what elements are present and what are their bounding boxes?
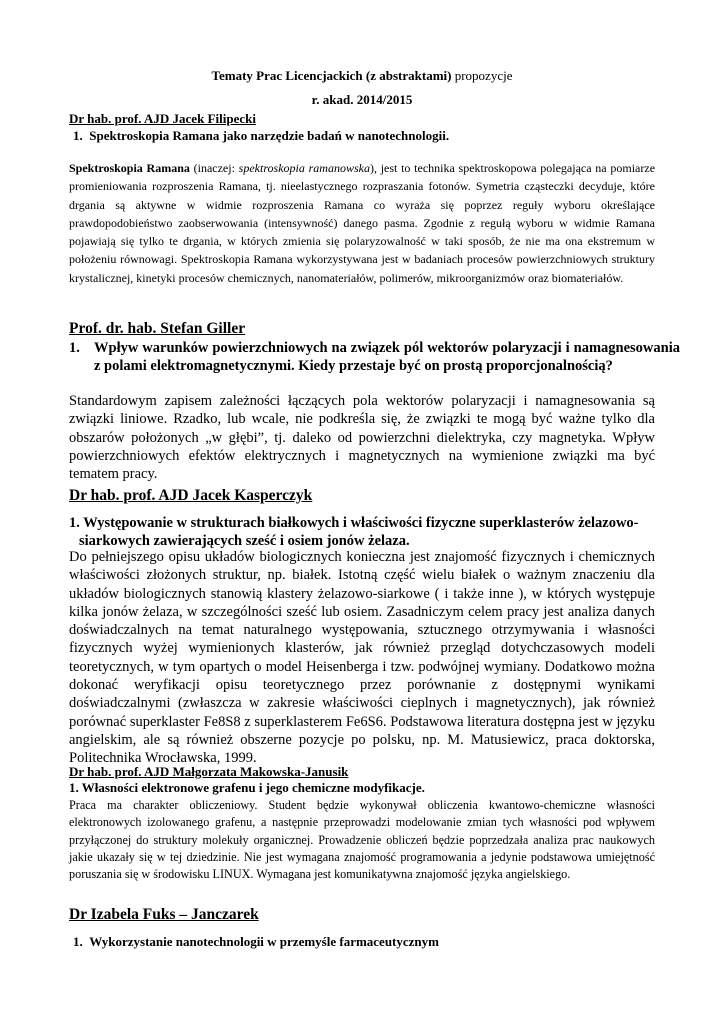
document-title	[0, 68, 724, 84]
topic-abstract: Praca ma charakter obliczeniowy. Student będzie wykonywał obliczenia kwantowo-chemiczne własności elektronowych izolowanego grafenu, a następnie przeprowadzi modelowanie zmian tych własności pod wpływem przyłączonej do struktury molekuły organicznej. Prowadzenie obliczeń będzie poprzedzała analiza prac naukowych jakie ukazały się w tej dziedzinie. Nie jest wymagana znajomość programowania a jedynie podstawowa umiejętność poruszania się w środowisku LINUX. Wymagana jest komunikatywna znajomość języka angielskiego.	[69, 798, 655, 882]
title-normal: propozycje	[454, 68, 513, 83]
topic-title	[73, 934, 659, 950]
topic-text: Własności elektronowe grafenu i jego chemiczne modyfikacje.	[81, 780, 425, 795]
supervisor-heading: Dr hab. prof. AJD Jacek Filipecki	[69, 111, 256, 126]
topic-title	[73, 128, 659, 144]
topic-number: 1.	[69, 515, 80, 531]
topic-abstract: Do pełniejszego opisu układów biologicznych konieczna jest znajomość fizycznych i chemicznych właściwości złożonych struktur, np. białek. Istotną część wielu białek o ważnym znaczeniu dla układów biologicznych stanowią klastery żelazowo-siarkowe ( i także inne ), w których występuje kilka jonów żelaza, w szczególności sześć lub osiem. Zasadniczym celem pracy jest analiza danych doświadczalnych na temat naturalnego występowania, sztucznego otrzymywania i własności fizycznych wyżej wymienionych klasterów, jak również przegląd dotychczasowych modeli teoretycznych, w tym opartych o model Heisenberga i tzw. podwójnej wymiany. Dodatkowo można dokonać weryfikacji opisu teoretycznego przez porównanie z dostępnymi wynikami doświadczalnymi (zwłaszcza w zakresie właściwości cieplnych i magnetycznych), jak również porównać superklaster Fe8S8 z superklasterem Fe6S6. Podstawowa literatura dostępna jest w języku angielskim, ale są również obszerne pozycje po polsku, np. M. Matusiewicz, praca doktorska, Politechnika Wrocławska, 1999.	[69, 549, 655, 767]
topic-abstract: Spektroskopia Ramana (inaczej: spektroskopia ramanowska), jest to technika spektroskopowa polegająca na pomiarze promieniowania rozproszenia Ramana, tj. nieelastycznego rozpraszania fotonów. Symetria cząsteczki decyduje, które drgania są aktywne w widmie rozproszenia Ramana co wyraża się poprzez reguły wyboru określające prawdopodobieństwo zaobserwowania (intensywność) danego pasma. Zgodnie z regułą wyboru w widmie Ramana pojawiają się tylko te drgania, w których zmienia się polaryzowalność w taki sposób, że nie ma ona ekstremum w położeniu równowagi. Spektroskopia Ramana wykorzystywana jest w badaniach procesów powierzchniowych struktury krystalicznej, kinetyki procesów chemicznych, nanomateriałów, polimerów, mikroorganizmów oraz biomateriałów.	[69, 161, 656, 285]
supervisor-heading: Dr hab. prof. AJD Małgorzata Makowska-Janusik	[69, 764, 349, 779]
title-bold: Tematy Prac Licencjackich (z abstraktami)	[211, 68, 452, 83]
topic-title	[69, 780, 655, 796]
topic-abstract: Standardowym zapisem zależności łączących pola wektorów polaryzacji i namagnesowania są związki liniowe. Rzadko, lub wcale, nie podkreśla się, że związki te mogą być ważne tylko dla obszarów położonych „w głębi”, tj. daleko od powierzchni dielektryka, czy magnetyka. Wpływ powierzchniowych efektów elektrycznych i magnetycznych na wymienione związki ma być tematem pracy.	[69, 393, 655, 483]
topic-text: Występowanie w strukturach białkowych i właściwości fizyczne superklasterów żelazowo-siarkowych zawierających sześć i osiem jonów żelaza.	[79, 515, 639, 549]
supervisor-heading: Dr hab. prof. AJD Jacek Kasperczyk	[69, 487, 313, 504]
topic-number: 1.	[73, 934, 83, 949]
topic-text: Spektroskopia Ramana jako narzędzie badań w nanotechnologii.	[89, 128, 450, 143]
topic-number: 1.	[69, 340, 80, 356]
topic-title	[69, 339, 680, 375]
academic-year: r. akad. 2014/2015	[311, 92, 413, 107]
topic-title	[69, 514, 665, 550]
topic-text: Wykorzystanie nanotechnologii w przemyśle farmaceutycznym	[89, 934, 439, 949]
topic-number: 1.	[73, 128, 83, 143]
supervisor-heading: Dr Izabela Fuks – Janczarek	[69, 906, 259, 923]
supervisor-heading: Prof. dr. hab. Stefan Giller	[69, 320, 246, 337]
topic-number: 1.	[69, 780, 79, 795]
topic-text: Wpływ warunków powierzchniowych na związek pól wektorów polaryzacji i namagnesowania z polami elektromagnetycznymi. Kiedy przestaje być on prostą proporcjonalnością?	[94, 340, 680, 374]
